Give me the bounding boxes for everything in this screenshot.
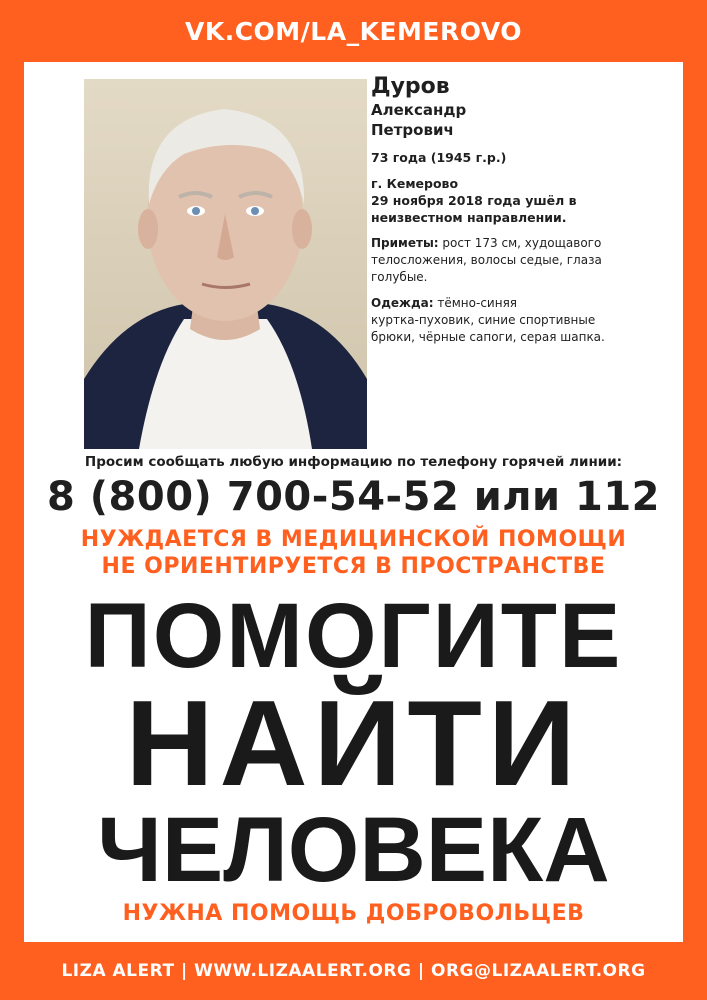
clothes-line3: брюки, чёрные сапоги, серая шапка. — [371, 330, 605, 344]
clothes-label: Одежда: — [371, 296, 434, 310]
vk-group-link[interactable]: VK.COM/LA_KEMEROVO — [184, 16, 522, 46]
patronymic: Петрович — [371, 121, 454, 139]
person-details — [369, 74, 679, 346]
warning-medical: НУЖДАЕТСЯ В МЕДИЦИНСКОЙ ПОМОЩИ — [80, 527, 627, 552]
hotline-phone[interactable]: 8 (800) 700-54-52 или 112 — [47, 474, 660, 520]
headline-person: ЧЕЛОВЕКА — [97, 799, 610, 901]
volunteers-needed: НУЖНА ПОМОЩЬ ДОБРОВОЛЬЦЕВ — [122, 901, 585, 926]
city: г. Кемерово — [371, 176, 459, 191]
poster-card — [24, 62, 683, 942]
last-name: Дуров — [371, 74, 450, 99]
clothes-line2: куртка-пуховик, синие спортивные — [371, 313, 596, 327]
signs-line3: голубые. — [371, 270, 428, 284]
header-bar — [0, 0, 707, 62]
warning-orientation: НЕ ОРИЕНТИРУЕТСЯ В ПРОСТРАНСТВЕ — [101, 554, 606, 579]
footer-contacts[interactable]: LIZA ALERT | WWW.LIZAALERT.ORG | ORG@LIZAALERT.ORG — [61, 961, 646, 981]
headline-find: НАЙТИ — [125, 675, 582, 811]
missing-person-photo — [84, 79, 367, 449]
missing-date-line2: неизвестном направлении. — [371, 210, 567, 225]
age: 73 года (1945 г.р.) — [371, 150, 507, 165]
clothes-line1 — [371, 295, 679, 312]
signs-line2: телосложения, волосы седые, глаза — [371, 253, 602, 267]
signs-label: Приметы: — [371, 236, 439, 250]
missing-date-line1: 29 ноября 2018 года ушёл в — [371, 193, 577, 208]
clothes-text1: тёмно-синяя — [433, 296, 517, 310]
signs-line1 — [371, 235, 679, 252]
hotline-request: Просим сообщать любую информацию по телефону горячей линии: — [84, 454, 623, 470]
signs-text1: рост 173 см, худощавого — [438, 236, 602, 250]
headline-help: ПОМОГИТЕ — [84, 585, 623, 687]
footer-bar — [0, 942, 707, 1000]
first-name: Александр — [371, 101, 467, 119]
portrait-illustration — [84, 79, 367, 449]
